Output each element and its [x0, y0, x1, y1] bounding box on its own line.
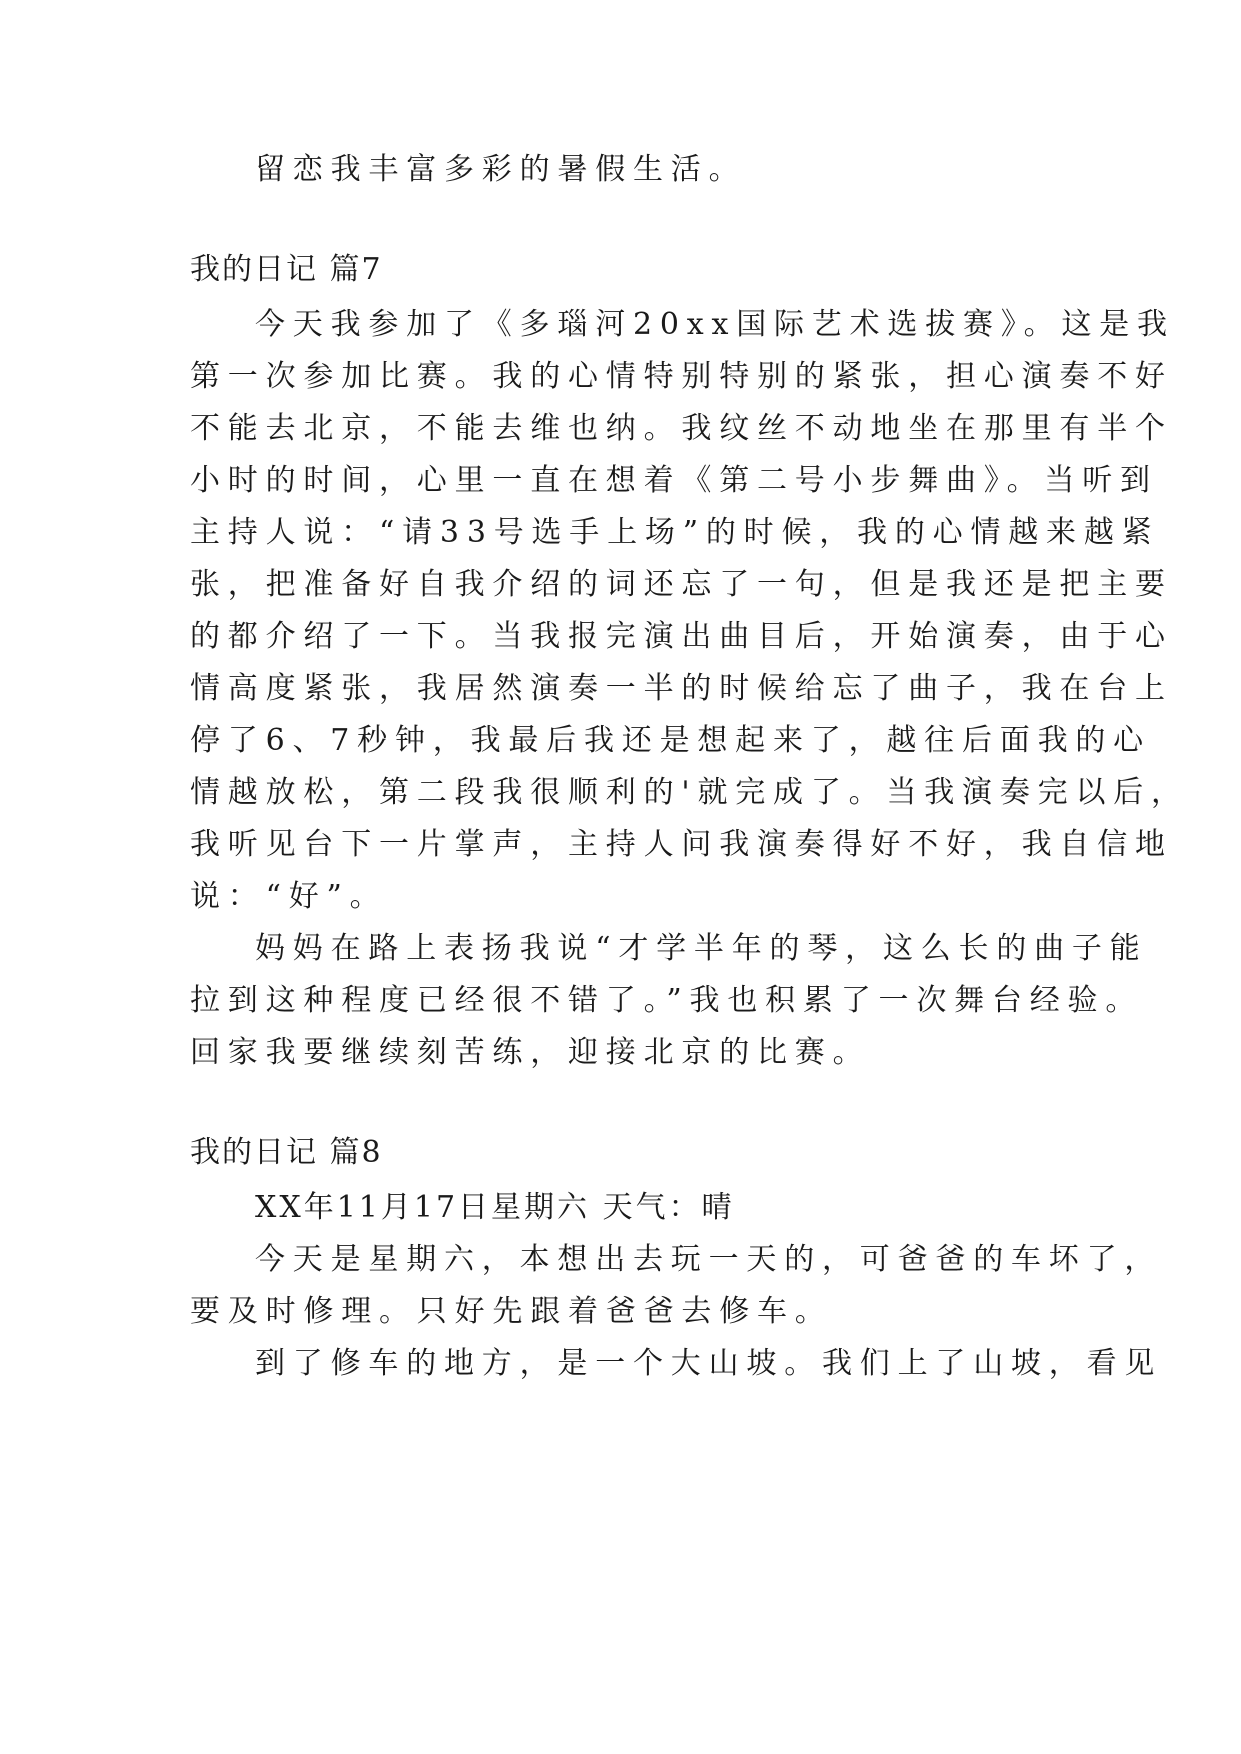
- paragraph-line: 停了6、7秒钟，我最后我还是想起来了，越往后面我的心: [190, 723, 1151, 758]
- paragraph-line: 情越放松，第二段我很顺利的'就完成了。当我演奏完以后，: [190, 775, 1189, 810]
- paragraph-line: 拉到这种程度已经很不错了。”我也积累了一次舞台经验。: [190, 983, 1144, 1018]
- date-weather-line: XX年11月17日星期六 天气：晴: [255, 1190, 735, 1225]
- paragraph-line: 我听见台下一片掌声，主持人问我演奏得好不好，我自信地: [190, 827, 1173, 862]
- paragraph-line: 的都介绍了一下。当我报完演出曲目后，开始演奏，由于心: [190, 619, 1173, 654]
- paragraph-line: 主持人说：“请33号选手上场”的时候，我的心情越来越紧: [190, 515, 1160, 550]
- paragraph-line: 今天我参加了《多瑙河20xx国际艺术选拔赛》。这是我: [255, 307, 1175, 342]
- paragraph-line: 今天是星期六，本想出去玩一天的，可爸爸的车坏了，: [255, 1242, 1163, 1277]
- paragraph-line: 留恋我丰富多彩的暑假生活。: [255, 152, 747, 187]
- paragraph-line: 张，把准备好自我介绍的词还忘了一句，但是我还是把主要: [190, 567, 1173, 602]
- paragraph-line: 小时的时间，心里一直在想着《第二号小步舞曲》。当听到: [190, 463, 1158, 498]
- paragraph-line: 不能去北京，不能去维也纳。我纹丝不动地坐在那里有半个: [190, 411, 1173, 446]
- paragraph-line: 妈妈在路上表扬我说“才学半年的琴，这么长的曲子能: [255, 931, 1148, 966]
- section-heading: 我的日记 篇8: [190, 1135, 383, 1170]
- section-heading: 我的日记 篇7: [190, 252, 383, 287]
- paragraph-line: 回家我要继续刻苦练，迎接北京的比赛。: [190, 1035, 871, 1070]
- paragraph-line: 要及时修理。只好先跟着爸爸去修车。: [190, 1294, 833, 1329]
- paragraph-line: 到了修车的地方，是一个大山坡。我们上了山坡，看见: [255, 1346, 1163, 1381]
- paragraph-line: 说：“好”。: [190, 879, 388, 914]
- paragraph-line: 第一次参加比赛。我的心情特别特别的紧张，担心演奏不好: [190, 359, 1173, 394]
- paragraph-line: 情高度紧张，我居然演奏一半的时候给忘了曲子，我在台上: [190, 671, 1173, 706]
